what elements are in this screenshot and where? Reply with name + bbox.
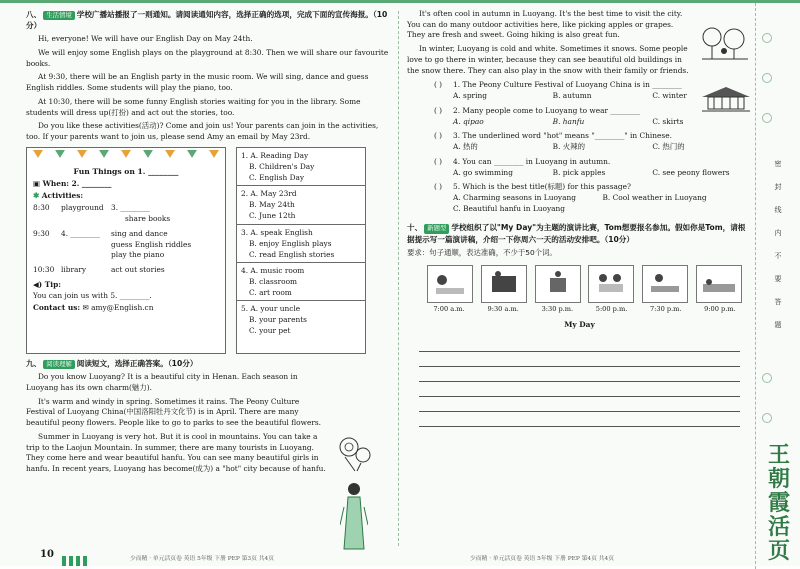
option-group: 2. A. May 23rd B. May 24th C. June 12th xyxy=(237,186,365,224)
picture-piano xyxy=(481,265,527,303)
poster-area xyxy=(26,147,389,354)
bunting-decoration xyxy=(33,150,219,160)
writing-requirement: 要求：句子通顺，表达准确，不少于50个词。 xyxy=(407,247,557,257)
binding-warning: 密 封 线 内 不 要 答 题 xyxy=(774,160,782,329)
option-group: 1. A. Reading Day B. Children's Day C. English Day xyxy=(237,148,365,186)
star-icon: ✱ xyxy=(33,190,42,200)
writing-line[interactable] xyxy=(419,369,740,382)
footer-right: 少而精 · 单元活页卷 英语 5年级 下册 PEP 第4页 共4页 xyxy=(470,556,615,562)
activity-times: 7:00 a.m. 9:30 a.m. 3:30 p.m. 5:00 p.m. 7:30 p.m. 9:00 p.m. xyxy=(433,304,736,313)
picture-music-player xyxy=(535,265,581,303)
poster-tip-text: You can join us with 5. ________. xyxy=(33,290,152,300)
notice-paragraph: Do you like these activities(活动)? Come and join us! Your parents can join in the activities, too. If your parents want to join us, please send Amy an email by May 23rd. xyxy=(26,121,379,142)
poster-tip: ◀) Tip: xyxy=(33,279,61,289)
footer-left: 少而精 · 单元活页卷 英语 5年级 下册 PEP 第3页 共4页 xyxy=(130,556,275,562)
section-number: 八、 xyxy=(26,10,42,19)
notice-paragraph: Hi, everyone! We will have our English Day on May 24th. xyxy=(38,34,253,44)
page-number: 10 xyxy=(40,549,54,560)
section-tag: 生活情境 xyxy=(43,11,75,20)
notice-paragraph: At 9:30, there will be an English party in the music room. We will sing, dance and guess English riddles. Some students will play the piano, too. xyxy=(26,72,369,93)
poster-row: 8:30 playground 3. ________ share books xyxy=(33,203,171,224)
column-divider xyxy=(398,11,399,546)
stripe-decoration xyxy=(62,556,87,566)
question: ( ) 1. The Peony Culture Festival of Luoyang China is in ________ xyxy=(433,80,682,90)
section-tag: 新题型 xyxy=(424,224,449,233)
hanfu-girl-illustration xyxy=(340,481,368,553)
right-column xyxy=(407,9,752,429)
poster-activities-label: ✱ Activities: xyxy=(33,190,84,200)
peony-illustration xyxy=(335,433,375,473)
email-icon: ✉ xyxy=(82,303,89,313)
question: ( ) 4. You can ________ in Luoyang in autumn. xyxy=(433,156,611,166)
essay-heading: My Day xyxy=(564,320,595,330)
writing-line[interactable] xyxy=(419,354,740,367)
notice-paragraph: At 10:30, there will be some funny English stories waiting for you in the library. Some students will dress up(打扮) and act out the stories, too. xyxy=(26,96,361,117)
option-group: 3. A. speak English B. enjoy English plays C. read English stories xyxy=(237,225,365,263)
poster-row: 9:30 4. ________ sing and dance guess English riddles play the piano xyxy=(33,228,192,260)
section-tag: 阅读理解 xyxy=(43,360,75,369)
question-choices: A. 热的 B. 火辣的 C. 热门的 xyxy=(453,142,685,152)
passage-paragraph: Summer in Luoyang is very hot. But it is cool in mountains. You can take a trip to the Laojun Mountain. In summer, there are many tourists in Luoyang. They come here and wear beautiful hanfu. You can see many beautiful girls in hanfu. In recent years, Luoyang has become(成为) a "hot" city because of hanfu. xyxy=(26,431,326,474)
speaker-icon: ◀) xyxy=(33,279,45,289)
question-choices: A. go swimming B. pick apples C. see peony flowers xyxy=(453,167,730,177)
poster-contact: Contact us: ✉ amy@English.cn xyxy=(33,303,154,313)
poster xyxy=(26,147,226,354)
question-choices: A. qipao B. hanfu C. skirts xyxy=(453,116,684,126)
passage-paragraph: Do you know Luoyang? It is a beautiful city in Henan. Each season in Luoyang has its own charm(魅力). xyxy=(26,372,298,392)
poster-title: Fun Things on 1. ________ xyxy=(73,166,179,176)
section8-title xyxy=(26,9,389,31)
question: ( ) 3. The underlined word "hot" means "________" in Chinese. xyxy=(433,131,672,141)
writing-line[interactable] xyxy=(419,339,740,352)
section-instruction: 学校广播站播报了一则通知。请阅读通知内容，选择正确的选项，完成下面的宣传海报。（10分） xyxy=(26,10,388,31)
binding-margin xyxy=(755,3,800,569)
left-column xyxy=(26,9,389,478)
section9-title: 九、 阅读理解 阅读短文，选择正确答案。（10分） xyxy=(26,358,198,368)
poster-row: 10:30 library act out stories xyxy=(33,265,165,275)
picture-homework xyxy=(642,265,688,303)
picture-sleeping xyxy=(696,265,742,303)
brand-logo: 王 朝 霞 活 页 xyxy=(767,442,790,564)
question-choices: A. spring B. autumn C. winter xyxy=(453,91,687,101)
orchard-illustration xyxy=(700,25,750,63)
question: ( ) 5. Which is the best title(标题) for this passage? xyxy=(433,182,631,192)
calendar-icon: ▣ xyxy=(33,178,43,188)
ancient-building-illustration xyxy=(700,85,752,115)
passage-paragraph: It's often cool in autumn in Luoyang. It's the best time to visit the city. You can do many outdoor activities here, like picking apples or grapes. They are fresh and sweet. Going hiking is also great fun. xyxy=(407,9,683,40)
option-group: 5. A. your uncle B. your parents C. your pet xyxy=(241,304,307,336)
writing-line[interactable] xyxy=(419,414,740,427)
picture-playing xyxy=(588,265,634,303)
writing-line[interactable] xyxy=(419,399,740,412)
options-box xyxy=(236,147,366,354)
question-choices: A. Charming seasons in Luoyang B. Cool weather in Luoyang C. Beautiful hanfu in Luoyang xyxy=(453,193,707,213)
picture-reading xyxy=(427,265,473,303)
question: ( ) 2. Many people come to Luoyang to wear ________ xyxy=(433,105,640,115)
writing-line[interactable] xyxy=(419,384,740,397)
section10-title: 十、 新题型 学校组织了以"My Day"为主题的演讲比赛，Tom想要报名参加。假如你是Tom，请根据提示写一篇演讲稿，介绍一下你周六一天的活动安排吧。（10分） xyxy=(407,223,746,244)
option-group: 4. A. music room B. classroom C. art room xyxy=(237,263,365,301)
passage-paragraph: It's warm and windy in spring. Sometimes it rains. The Peony Culture Festival of Luoyang China(中国洛阳牡丹文化节) is in April. There are many beautiful peony flowers. People like to go to parks to see the beautiful flowers. xyxy=(26,396,322,428)
notice-paragraph: We will enjoy some English plays on the playground at 8:30. Then we will share our favourite books. xyxy=(26,48,389,68)
activity-pictures xyxy=(427,265,742,303)
poster-when: ▣ When: 2. ________ xyxy=(33,178,112,188)
passage-paragraph: In winter, Luoyang is cold and white. Sometimes it snows. Some people love to go there in winter, because they can see beautiful old buildings in the snow there. They can also play in the snow with their family or friends. xyxy=(407,44,689,75)
